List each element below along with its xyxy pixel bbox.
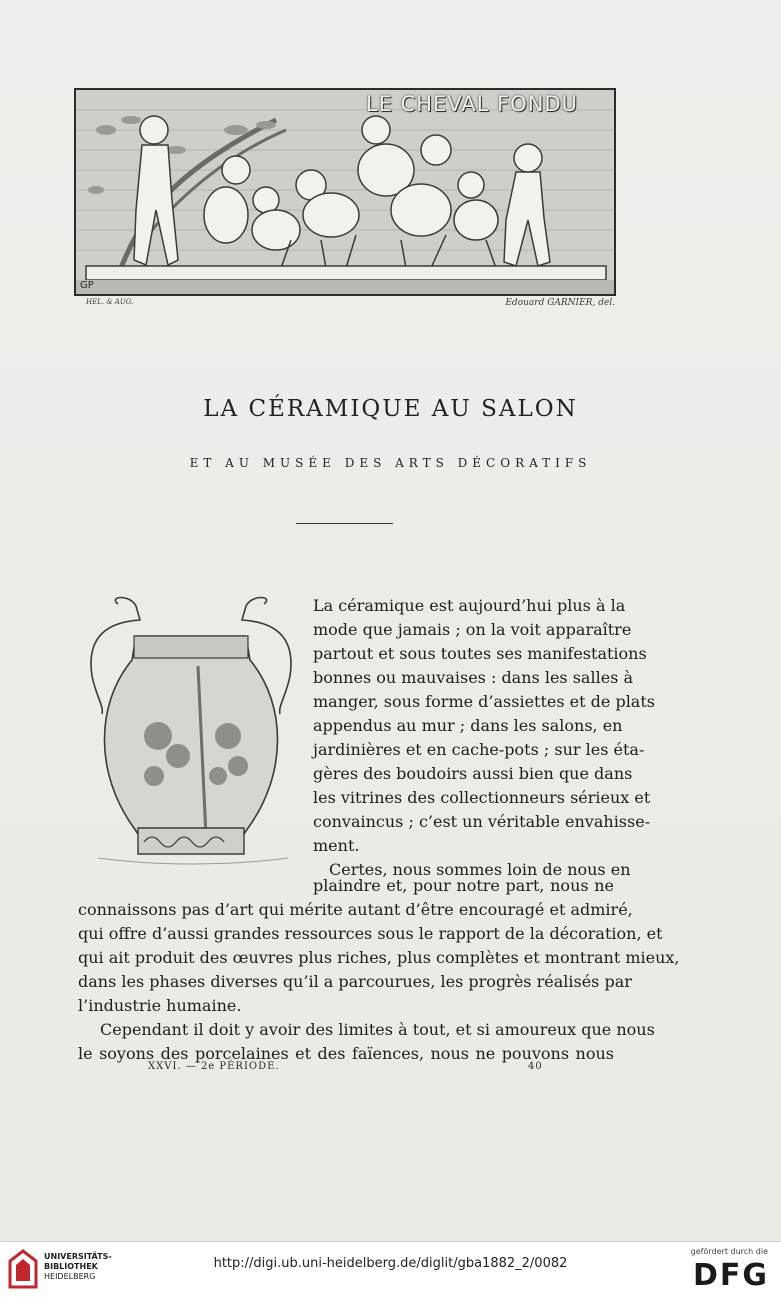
permalink-url[interactable]: http://digi.ub.uni-heidelberg.de/diglit/gba1882_2/0082: [213, 1256, 568, 1271]
article-title: LA CÉRAMIQUE AU SALON: [203, 396, 578, 422]
text-line: appendus au mur ; dans les salons, en: [313, 716, 623, 735]
text-line: manger, sous forme d’assiettes et de plats: [313, 692, 655, 711]
text-line: convaincus ; c’est un véritable envahisse-: [313, 812, 651, 831]
artist-credit: Edouard GARNIER, del.: [505, 298, 615, 308]
text-line: Cependant il doit y avoir des limites à tout, et si amoureux que nous: [100, 1020, 655, 1039]
text-body: [78, 874, 680, 1066]
headpiece-illustration: [74, 88, 616, 296]
vase-illustration: [78, 596, 304, 896]
dfg-logo[interactable]: DFG: [692, 1258, 769, 1293]
headpiece-title: LE CHEVAL FONDU: [366, 92, 578, 116]
text-column: [313, 594, 655, 882]
signature-mark: XXVI. — 2e PÉRIODE.: [148, 1061, 280, 1072]
text-line: mode que jamais ; on la voit apparaître: [313, 620, 632, 639]
text-line: qui offre d’aussi grandes ressources sous le rapport de la décoration, et: [78, 924, 663, 943]
title-rule: [296, 523, 393, 524]
text-line: bonnes ou mauvaises : dans les salles à: [313, 668, 633, 687]
svg-text:GP: GP: [80, 280, 94, 291]
library-line: UNIVERSITÄTS-: [44, 1252, 112, 1261]
digitization-banner: [0, 1241, 781, 1297]
library-line: BIBLIOTHEK: [44, 1262, 98, 1271]
library-line: HEIDELBERG: [44, 1272, 96, 1281]
funder-label: gefördert durch die: [690, 1247, 768, 1256]
text-line: gères des boudoirs aussi bien que dans: [313, 764, 633, 783]
text-line: le soyons des porcelaines et des faïences, nous ne pouvons nous: [78, 1044, 614, 1063]
text-line: qui ait produit des œuvres plus riches, plus complètes et montrant mieux,: [78, 948, 680, 967]
text-line: dans les phases diverses qu’il a parcourues, les progrès réalisés par: [78, 972, 632, 991]
frieze-image: [76, 90, 616, 296]
text-line: La céramique est aujourd’hui plus à la: [313, 596, 626, 615]
text-line: l’industrie humaine.: [78, 996, 242, 1015]
text-line: ment.: [313, 836, 360, 855]
engraver-credit: HEL. & AUG.: [86, 298, 134, 306]
sheet-number: 40: [528, 1061, 543, 1072]
text-line: connaissons pas d’art qui mérite autant d’être encouragé et admiré,: [78, 900, 633, 919]
text-line: jardinières et en cache-pots ; sur les éta-: [313, 740, 645, 759]
text-line: plaindre et, pour notre part, nous ne: [313, 876, 614, 895]
text-line: les vitrines des collectionneurs sérieux et: [313, 788, 651, 807]
article-subtitle: ET AU MUSÉE DES ARTS DÉCORATIFS: [189, 456, 592, 470]
text-line: Certes, nous sommes loin de nous en: [329, 860, 631, 879]
text-line: partout et sous toutes ses manifestations: [313, 644, 647, 663]
